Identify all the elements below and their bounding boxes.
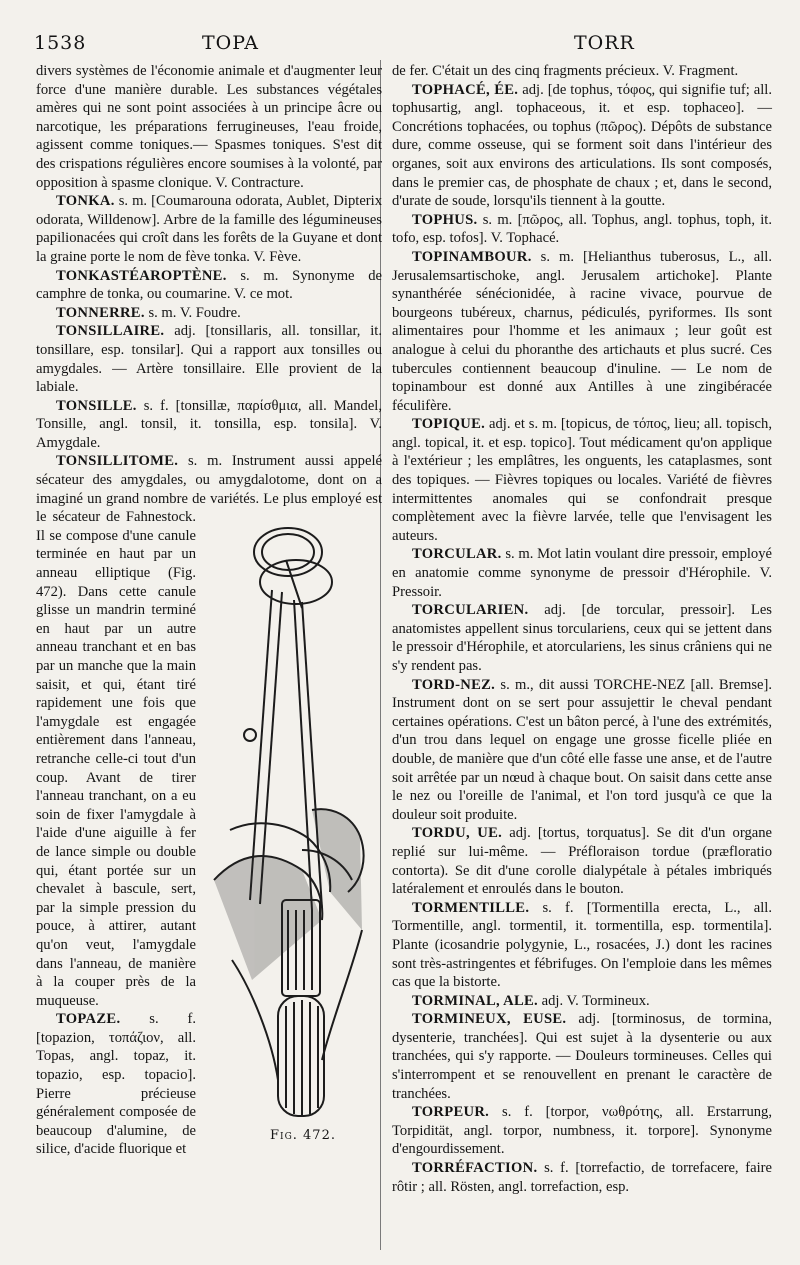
entry-continuation-topaze: de fer. C'était un des cinq fragments précieux. V. Fragment.	[392, 63, 739, 79]
entry-tonsille: TONSILLE. s. f. [tonsillæ, παρίσθμια, all. Mandel, Tonsille, angl. tonsil, it. tonsilla, esp. tonsila]. V. Amygdale.	[36, 397, 382, 451]
running-head-right: TORR	[574, 32, 635, 54]
figure-472	[212, 520, 394, 1160]
entry-tord-nez: TORD-NEZ. s. m., dit aussi TORCHE-NEZ [all. Bremse]. Instrument dont on se sert pour assujettir le cheval pendant certaines opérations. C'est un bâton percé, à l'une des extrémités, d'un trou dans lequel on engage une grosse ficelle pliée en double, de manière que d'un côté elle fasse une anse, et de l'autre soit arrêtée par un nœud à chaque bout. On saisit dans cette anse le nez ou l'oreille de l'animal, et l'on tord jusqu'à ce que la douleur soit produite.	[392, 676, 772, 823]
headword: TOPAZE.	[56, 1011, 121, 1028]
entry-topinambour: TOPINAMBOUR. s. m. [Helianthus tuberosus, L., all. Jerusalemsartischoke, angl. Jerusalem artichoke]. Plante synanthérée sénécionidée, à racine vivace, pourvue de bourgeons tubéreux, charnus, pédiculés, pyriformes. Ils sont alimentaires pour l'homme et les animaux ; leur goût est analogue à celui du phoranthe des artichauts et plus sucré. Ces tubercules contiennent beaucoup d'inuline. — Le nom de topinambour est donné aux Antilles à une zingibéracée féculifère.	[392, 248, 772, 414]
entry-tonsillaire: TONSILLAIRE. adj. [tonsillaris, all. tonsillar, it. tonsillare, esp. tonsilar]. Qui a rapport aux tonsilles ou amygdales. — Artère tonsillaire. Elle provient de la labiale.	[36, 323, 382, 396]
entry-torpeur: TORPEUR. s. f. [torpor, νωθρότης, all. Erstarrung, Torpidität, angl. torpor, numbness, it. torpore]. Synonyme d'engourdissement.	[392, 1104, 772, 1158]
headword: TOPINAMBOUR.	[412, 248, 532, 265]
headword: TORDU, UE.	[412, 825, 503, 842]
headword: TORCULARIEN.	[412, 602, 529, 619]
entry-tordu: TORDU, UE. adj. [tortus, torquatus]. Se dit d'un organe replié sur lui-même. — Préfloraison tordue (præfloratio contorta). Se dit d'une corolle dialypétale à pétales imbriqués latéralement et enroulés dans le bouton.	[392, 825, 772, 898]
page-header	[34, 28, 776, 60]
entry-torcular: TORCULAR. s. m. Mot latin voulant dire pressoir, employé en anatomie comme synonyme de pressoir d'Hérophile. V. Pressoir.	[392, 546, 772, 600]
running-head-left: TOPA	[202, 32, 260, 54]
entry-topique: TOPIQUE. adj. et s. m. [topicus, de τόπος, lieu; all. topisch, angl. topical, it. et esp. topico]. Tout médicament qu'on applique à l'extérieur ; les emplâtres, les onguents, les cataplasmes, sont des topiques. — Fièvres topiques ou locales. Variété de fièvres intermittentes anomales qui se confondrait presque complètement avec la fièvre larvée, telle que l'envisagent les auteurs.	[392, 416, 772, 544]
tonsillotome-illustration	[212, 520, 394, 1128]
headword: TOPHUS.	[412, 211, 478, 228]
headword: TORRÉFACTION.	[412, 1160, 538, 1177]
headword: TONSILLITOME.	[56, 453, 179, 470]
entry-tophace: TOPHACÉ, ÉE. adj. [de tophus, τόφος, qui signifie tuf; all. tophusartig, angl. tophaceous, it. et esp. tophaceo]. — Concrétions tophacées, ou tophus (πῶρος). Dépôts de substance dure, comme osseuse, qui se forment soit dans l'intérieur des organes, soit aux environs des articulations. Ils sont composés, dans le premier cas, de phosphate de chaux ; et, dans le second, d'urate de soude, lorsqu'ils tiennent à la goutte.	[392, 81, 772, 210]
entry-topaze: TOPAZE. s. f. [topazion, τοπάζιον, all. Topas, angl. topaz, it. topazio, esp. topacio]. Pierre précieuse généralement composée de beaucoup d'alumine, de silice, d'acide fluorique et	[36, 1011, 196, 1158]
entry-torrefaction: TORRÉFACTION. s. f. [torrefactio, de torrefacere, faire rôtir ; all. Rösten, angl. torrefaction, esp.	[392, 1160, 773, 1195]
entry-torminal: TORMINAL, ALE. adj. V. Tormineux.	[412, 992, 650, 1009]
headword: TOPHACÉ, ÉE.	[412, 81, 519, 98]
entry-tonka: TONKA. s. m. [Coumarouna odorata, Aublet, Dipterix odorata, Willdenow]. Arbre de la famille des légumineuses papilionacées qui croît dans les forêts de la Guyane et dont la graine porte le nom de fève tonka. V. Fève.	[36, 193, 383, 265]
headword: TORPEUR.	[412, 1104, 490, 1121]
entry-tormineux: TORMINEUX, EUSE. adj. [torminosus, de tormina, dysenterie, tranchées]. Qui est sujet à la dysenterie ou aux tranchées, qui s'y rapporte. — Douleurs tormineuses. Celles qui s'interrompent et se renouvellent en prenant le caractère de tranchées.	[392, 1011, 772, 1102]
entry-torcularien: TORCULARIEN. adj. [de torcular, pressoir]. Les anatomistes appellent sinus torculariens, ceux qui se jettent dans le pressoir d'Hérophile, et atorculariens, les sinus crâniens qui ne s'y rendent pas.	[392, 602, 772, 674]
entry-tophus: TOPHUS. s. m. [πῶρος, all. Tophus, angl. tophus, toph, it. tofo, esp. tofos]. V. Tophacé.	[392, 211, 772, 247]
headword: TONNERRE.	[56, 304, 145, 321]
headword: TORD-NEZ.	[412, 676, 496, 693]
entry-continuation-toniques: divers systèmes de l'économie animale et d'augmenter leur force d'une manière durable. Les substances végétales amères qui ne sont point associées à un principe âcre ou narcotique, les préparations ferrugineuses, l'eau froide, agissent comme toniques.— Spasmes toniques. S'est dit des crispations régulières encore soumises à la volonté, par opposition à spasme clonique. V. Contracture.	[36, 63, 382, 191]
headword: TONKASTÉAROPTÈNE.	[56, 267, 227, 284]
headword: TORMINAL, ALE.	[412, 992, 538, 1009]
entry-tonnerre: TONNERRE. s. m. V. Foudre.	[56, 304, 241, 321]
headword: TORMENTILLE.	[412, 899, 530, 916]
headword: TONSILLE.	[56, 397, 137, 414]
headword: TONSILLAIRE.	[56, 323, 165, 340]
page-number: 1538	[34, 32, 87, 54]
figure-caption: Fig. 472.	[270, 1128, 336, 1143]
entry-tormentille: TORMENTILLE. s. f. [Tormentilla erecta, L., all. Tormentille, angl. tormentil, it. tormentilla, esp. tormentila]. Plante (icosandrie polygynie, L., rosacées, J.) dont les racines sont très-astringentes et fébrifuges. On l'emploie dans les mêmes cas que la bistorte.	[392, 899, 772, 991]
right-column	[392, 62, 772, 1196]
entry-tonsillitome-intro: TONSILLITOME. s. m. Instrument aussi appelé sécateur des amygdales, ou amygdalotome, dont on a imaginé un grand nombre de variétés. Le plus employé est le sécateur de Fahnestock. Il se compose d'une canule terminée en haut par un anneau elliptique (Fig. 472). Dans cette canule glisse un mandrin terminé en haut par un autre anneau tranchant et en bas par un manche que la main saisit, et qui, étant tiré rapidement une fois que l'amygdale est engagée entièrement dans l'anneau, retranche celle-ci tout d'un coup. Avant de tirer l'anneau tranchant, on a eu soin de fixer l'amygdale à l'aide d'une aiguille à fer de lance simple ou double qui, étant portée sur un chevalet à bascule, sert, par la simple pression du pouce, à attirer, autant qu'on veut, l'amygdale dans l'anneau, de manière à la couper près de la muqueuse.	[36, 453, 382, 1009]
headword: TONKA.	[56, 193, 115, 210]
headword: TORMINEUX, EUSE.	[412, 1011, 567, 1028]
entry-tonkastearoptene: TONKASTÉAROPTÈNE. s. m. Synonyme de camphre de tonka, ou coumarine. V. ce mot.	[36, 267, 382, 303]
headword: TOPIQUE.	[412, 416, 486, 433]
headword: TORCULAR.	[412, 546, 502, 563]
